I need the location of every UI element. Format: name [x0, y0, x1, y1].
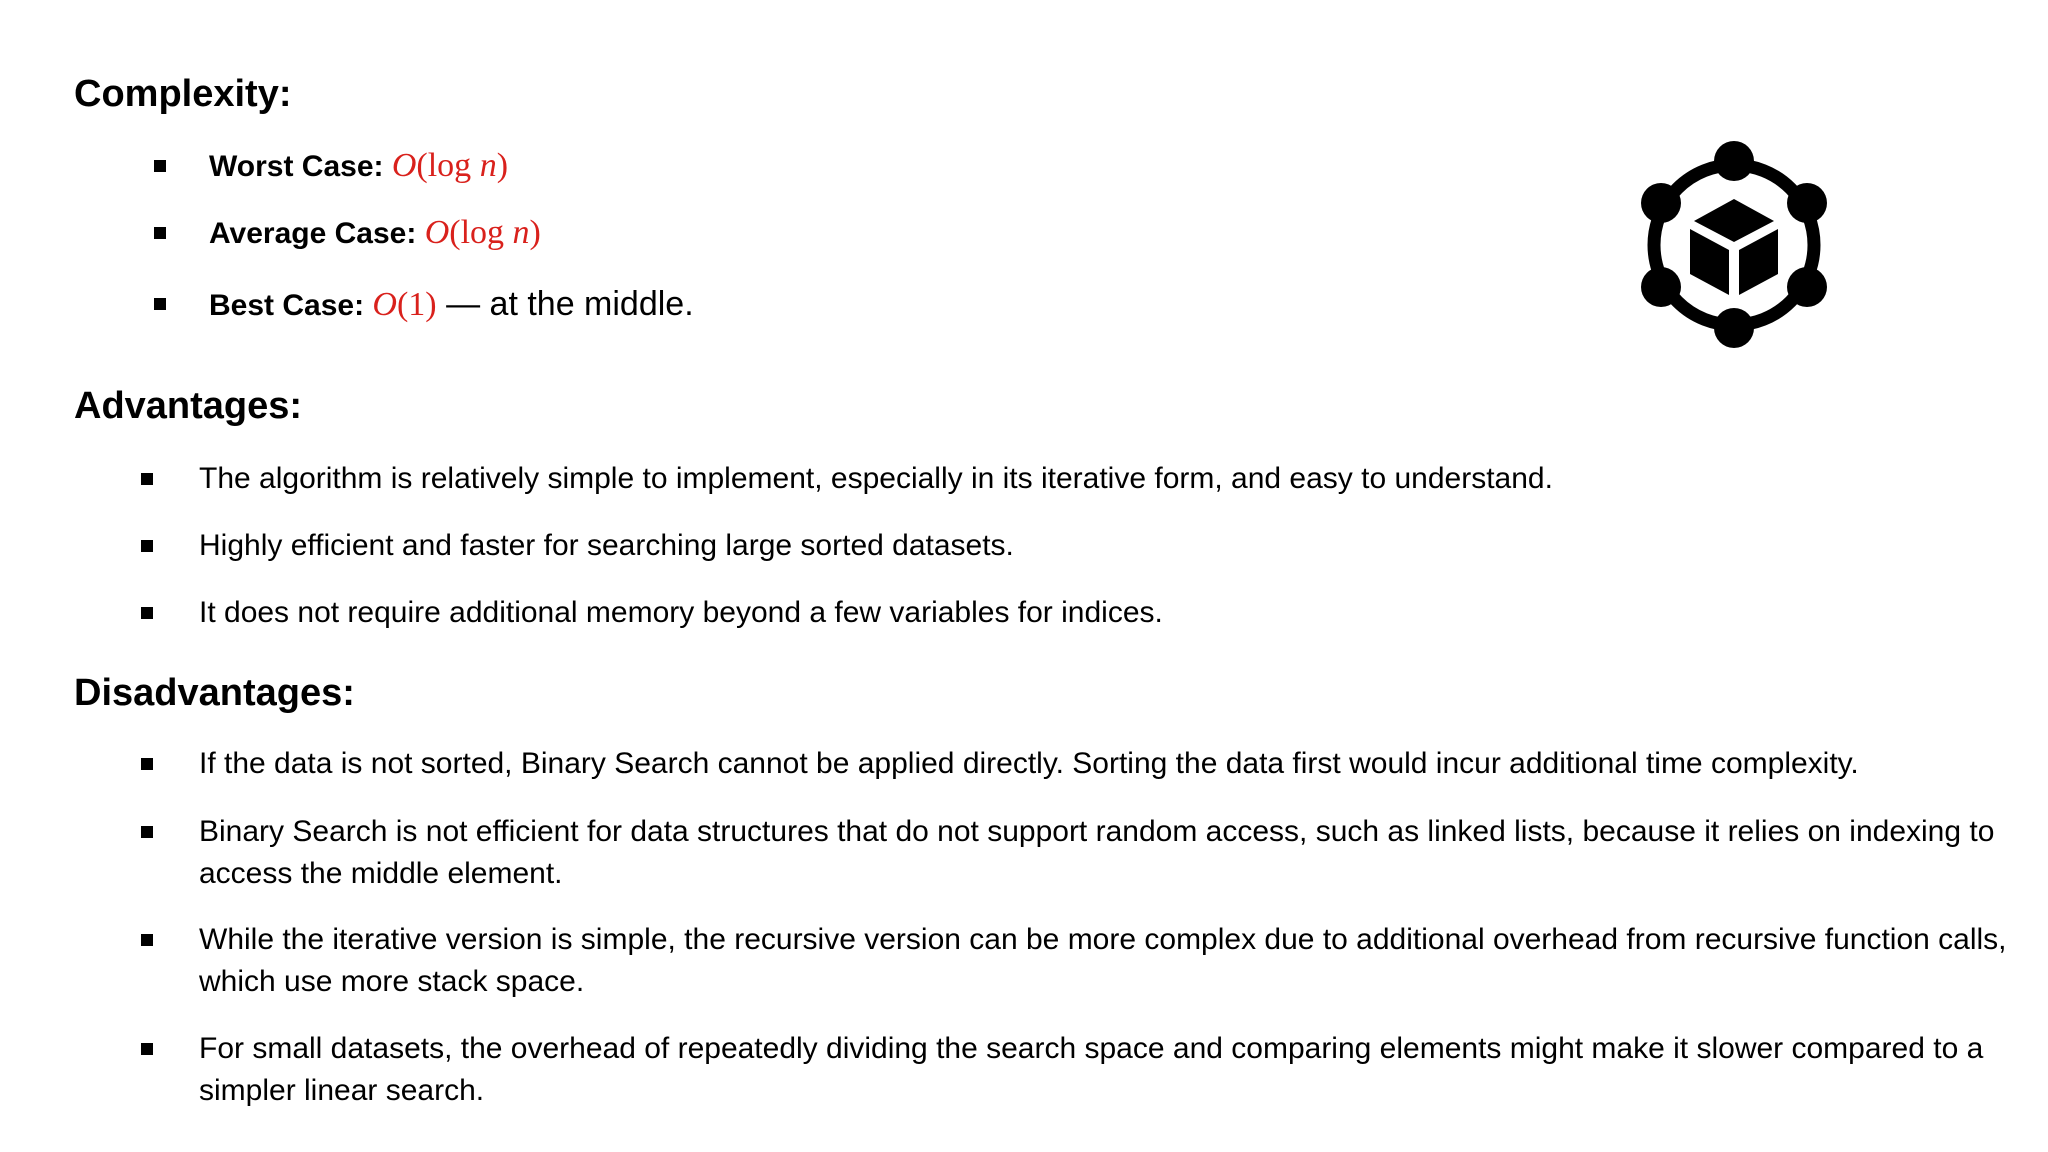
- bullet-icon: [141, 934, 153, 946]
- advantage-item: The algorithm is relatively simple to implement, especially in its iterative form, and easy to understand.: [199, 462, 1553, 495]
- advantages-heading: Advantages:: [74, 385, 303, 427]
- bullet-icon: [154, 160, 166, 172]
- worst-case-math: O(log n): [391, 147, 509, 184]
- best-case-math: O(1): [372, 286, 437, 323]
- advantage-item: It does not require additional memory beyond a few variables for indices.: [199, 596, 1163, 629]
- bullet-icon: [141, 473, 153, 485]
- average-case-math: O(log n): [424, 214, 541, 251]
- bullet-icon: [141, 540, 153, 552]
- bullet-icon: [154, 298, 166, 310]
- bullet-icon: [154, 227, 166, 239]
- best-case-label: Best Case:: [209, 289, 365, 322]
- worst-case-item: [209, 145, 508, 188]
- bullet-icon: [141, 826, 153, 838]
- disadvantages-heading: Disadvantages:: [74, 672, 355, 714]
- bullet-icon: [141, 758, 153, 770]
- disadvantage-item: Binary Search is not efficient for data structures that do not support random access, such as linked lists, because it relies on indexing to access the middle element.: [199, 815, 1995, 890]
- best-case-item: [209, 283, 694, 327]
- best-case-note: — at the middle.: [436, 285, 694, 323]
- worst-case-label: Worst Case:: [209, 150, 384, 183]
- bullet-icon: [141, 1043, 153, 1055]
- network-cube-icon: [1636, 140, 1832, 350]
- disadvantage-item: If the data is not sorted, Binary Search cannot be applied directly. Sorting the data first would incur additional time complexity.: [199, 747, 1859, 780]
- advantage-item: Highly efficient and faster for searching large sorted datasets.: [199, 529, 1014, 562]
- bullet-icon: [141, 607, 153, 619]
- disadvantage-item: For small datasets, the overhead of repeatedly dividing the search space and comparing elements might make it slower compared to a simpler linear search.: [199, 1032, 1984, 1107]
- average-case-label: Average Case:: [209, 217, 417, 250]
- disadvantage-item: While the iterative version is simple, the recursive version can be more complex due to additional overhead from recursive function calls, which use more stack space.: [199, 923, 2007, 998]
- complexity-heading: Complexity:: [74, 73, 292, 115]
- average-case-item: [209, 212, 541, 255]
